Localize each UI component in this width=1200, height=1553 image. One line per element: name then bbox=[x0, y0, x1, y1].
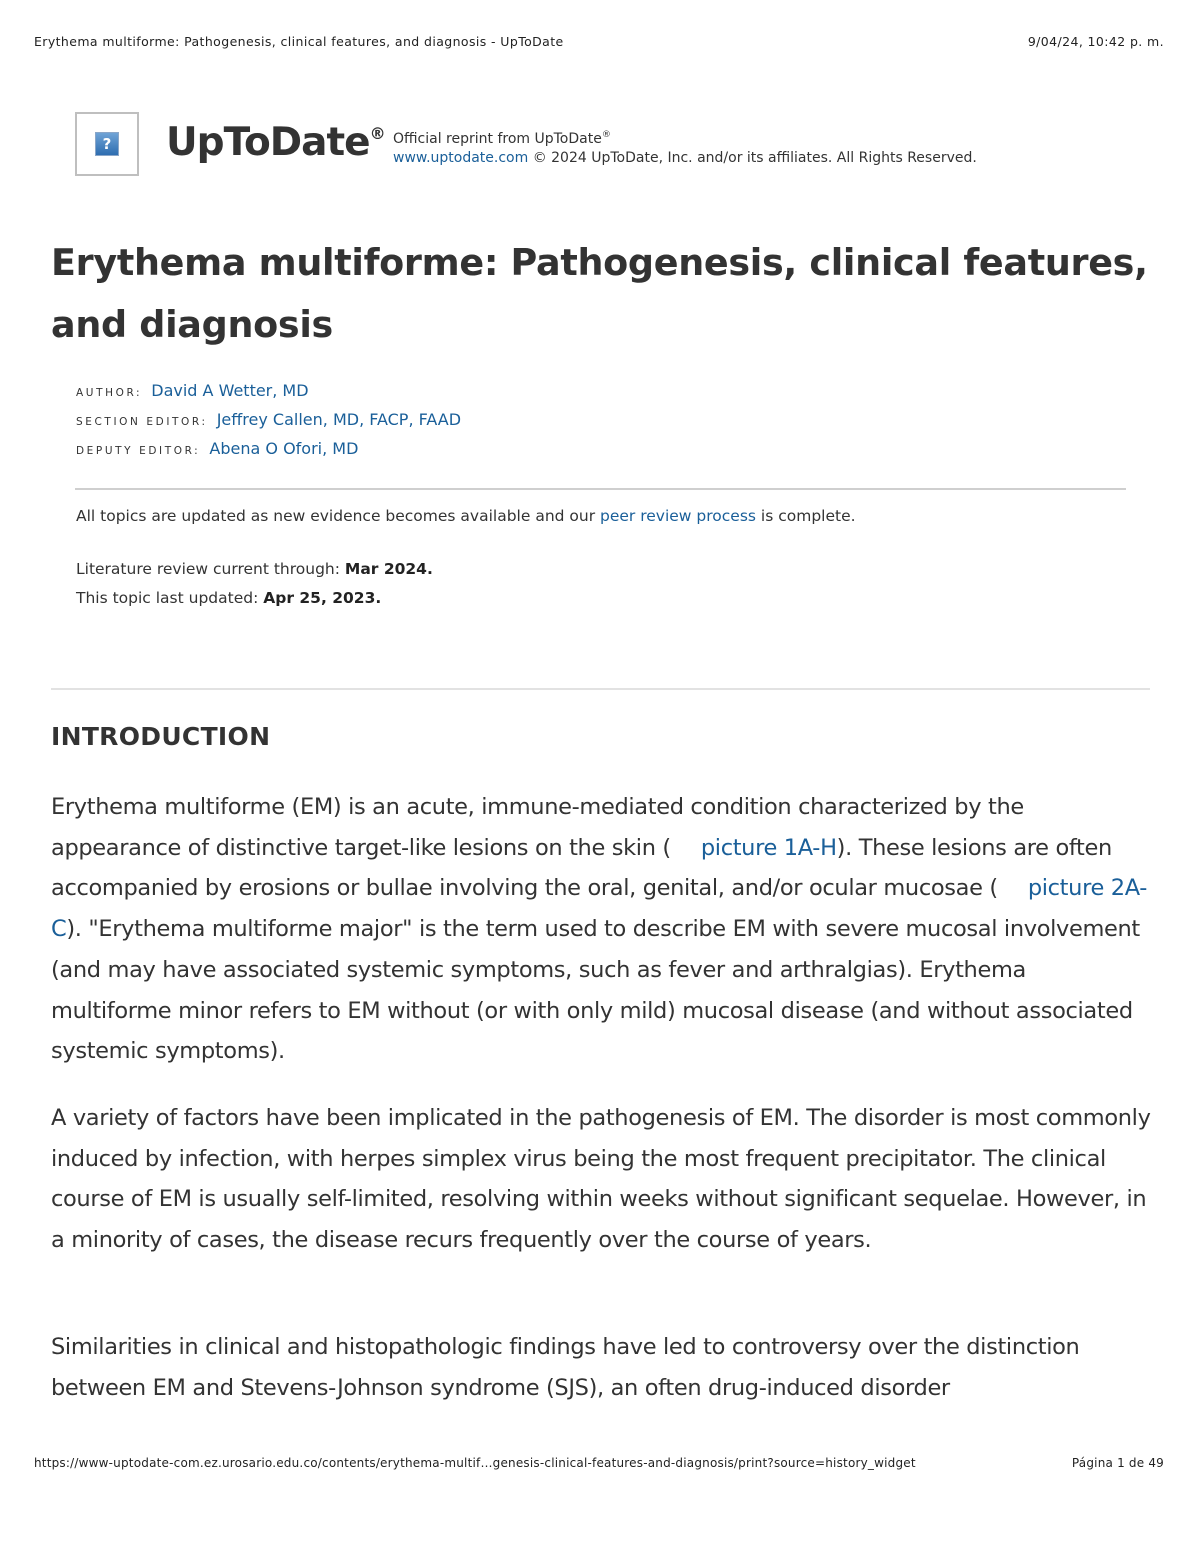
section-heading-introduction: INTRODUCTION bbox=[51, 722, 271, 751]
wordmark-text: UpToDate bbox=[166, 119, 370, 165]
update-note bbox=[76, 507, 856, 525]
deputy-editor-link[interactable]: Abena O Ofori, MD bbox=[209, 439, 359, 458]
print-header-datetime: 9/04/24, 10:42 p. m. bbox=[1027, 34, 1164, 49]
deputy-editor-line bbox=[76, 439, 358, 458]
reprint-notice bbox=[393, 126, 977, 168]
literature-review-line bbox=[76, 560, 433, 578]
deputy-editor-label: DEPUTY EDITOR: bbox=[76, 445, 201, 457]
reprint-registered-mark: ® bbox=[601, 130, 611, 140]
intro-paragraph-3: Similarities in clinical and histopathologic findings have led to controversy over the distinction between EM and Stevens-Johnson syndrome (SJS), an often drug-induced disorder bbox=[51, 1334, 1080, 1401]
intro-p1-text-b: ). These lesions are often accompanied by erosions or bullae involving the oral, genital, and/or ocular mucosae ( bbox=[51, 834, 1112, 902]
reprint-text: Official reprint from UpToDate bbox=[393, 131, 602, 147]
brand-row bbox=[75, 112, 386, 176]
copyright-line bbox=[393, 149, 977, 168]
print-footer-page: Página 1 de 49 bbox=[1071, 1456, 1164, 1470]
lit-review-label: Literature review current through: bbox=[76, 560, 345, 578]
reprint-line bbox=[393, 126, 977, 149]
intro-paragraph-1 bbox=[51, 787, 1151, 1072]
copyright-text: © 2024 UpToDate, Inc. and/or its affiliates. All Rights Reserved. bbox=[532, 150, 977, 166]
author-label: AUTHOR: bbox=[76, 387, 143, 399]
update-note-text-post: is complete. bbox=[755, 507, 856, 525]
intro-p1-text-a: Erythema multiforme (EM) is an acute, immune-mediated condition characterized by the appearance of distinctive target-like lesions on the skin ( bbox=[51, 794, 1024, 861]
section-editor-label: SECTION EDITOR: bbox=[76, 416, 208, 428]
last-updated-label: This topic last updated: bbox=[76, 589, 264, 607]
print-header-title: Erythema multiforme: Pathogenesis, clinical features, and diagnosis - UpToDate bbox=[34, 34, 564, 49]
intro-paragraph-2: A variety of factors have been implicated in the pathogenesis of EM. The disorder is most commonly induced by infection, with herpes simplex virus being the most frequent precipitator. The clinical course of EM is usually self-limited, resolving within weeks without significant sequelae. However, in a minority of cases, the disease recurs frequently over the course of years. bbox=[51, 1105, 1151, 1254]
last-updated-date: Apr 25, 2023. bbox=[263, 589, 382, 607]
update-note-text-pre: All topics are updated as new evidence becomes available and our bbox=[76, 507, 601, 525]
print-footer bbox=[34, 1456, 1164, 1470]
last-updated-line bbox=[76, 589, 381, 607]
uptodate-wordmark bbox=[166, 120, 386, 165]
section-editor-link[interactable]: Jeffrey Callen, MD, FACP, FAAD bbox=[216, 410, 462, 429]
section-divider bbox=[51, 688, 1150, 690]
logo-placeholder-glyph: ? bbox=[95, 132, 119, 156]
lit-review-date: Mar 2024. bbox=[344, 560, 433, 578]
uptodate-site-link[interactable]: www.uptodate.com bbox=[393, 150, 529, 166]
peer-review-link[interactable]: peer review process bbox=[600, 507, 756, 525]
author-line bbox=[76, 381, 309, 400]
registered-mark: ® bbox=[369, 123, 386, 143]
picture-2-link[interactable]: picture 2A-C bbox=[51, 875, 1148, 943]
section-editor-line bbox=[76, 410, 461, 429]
article-title: Erythema multiforme: Pathogenesis, clinical features, and diagnosis bbox=[51, 241, 1148, 346]
author-link[interactable]: David A Wetter, MD bbox=[151, 381, 309, 400]
broken-image-icon bbox=[75, 112, 139, 176]
intro-p1-text-c: ). "Erythema multiforme major" is the term used to describe EM with severe mucosal involvement (and may have associated systemic symptoms, such as fever and arthralgias). Erythema multiforme minor refers to EM without (or with only mild) mucosal disease (and without associated systemic symptoms). bbox=[51, 916, 1140, 1065]
print-header bbox=[34, 34, 1164, 49]
print-footer-url: https://www-uptodate-com.ez.urosario.edu.co/contents/erythema-multif…genesis-clinical-features-and-diagnosis/print?source=history_widget bbox=[34, 1456, 916, 1470]
header-divider bbox=[75, 488, 1126, 490]
picture-1-link[interactable]: picture 1A-H bbox=[700, 834, 837, 861]
